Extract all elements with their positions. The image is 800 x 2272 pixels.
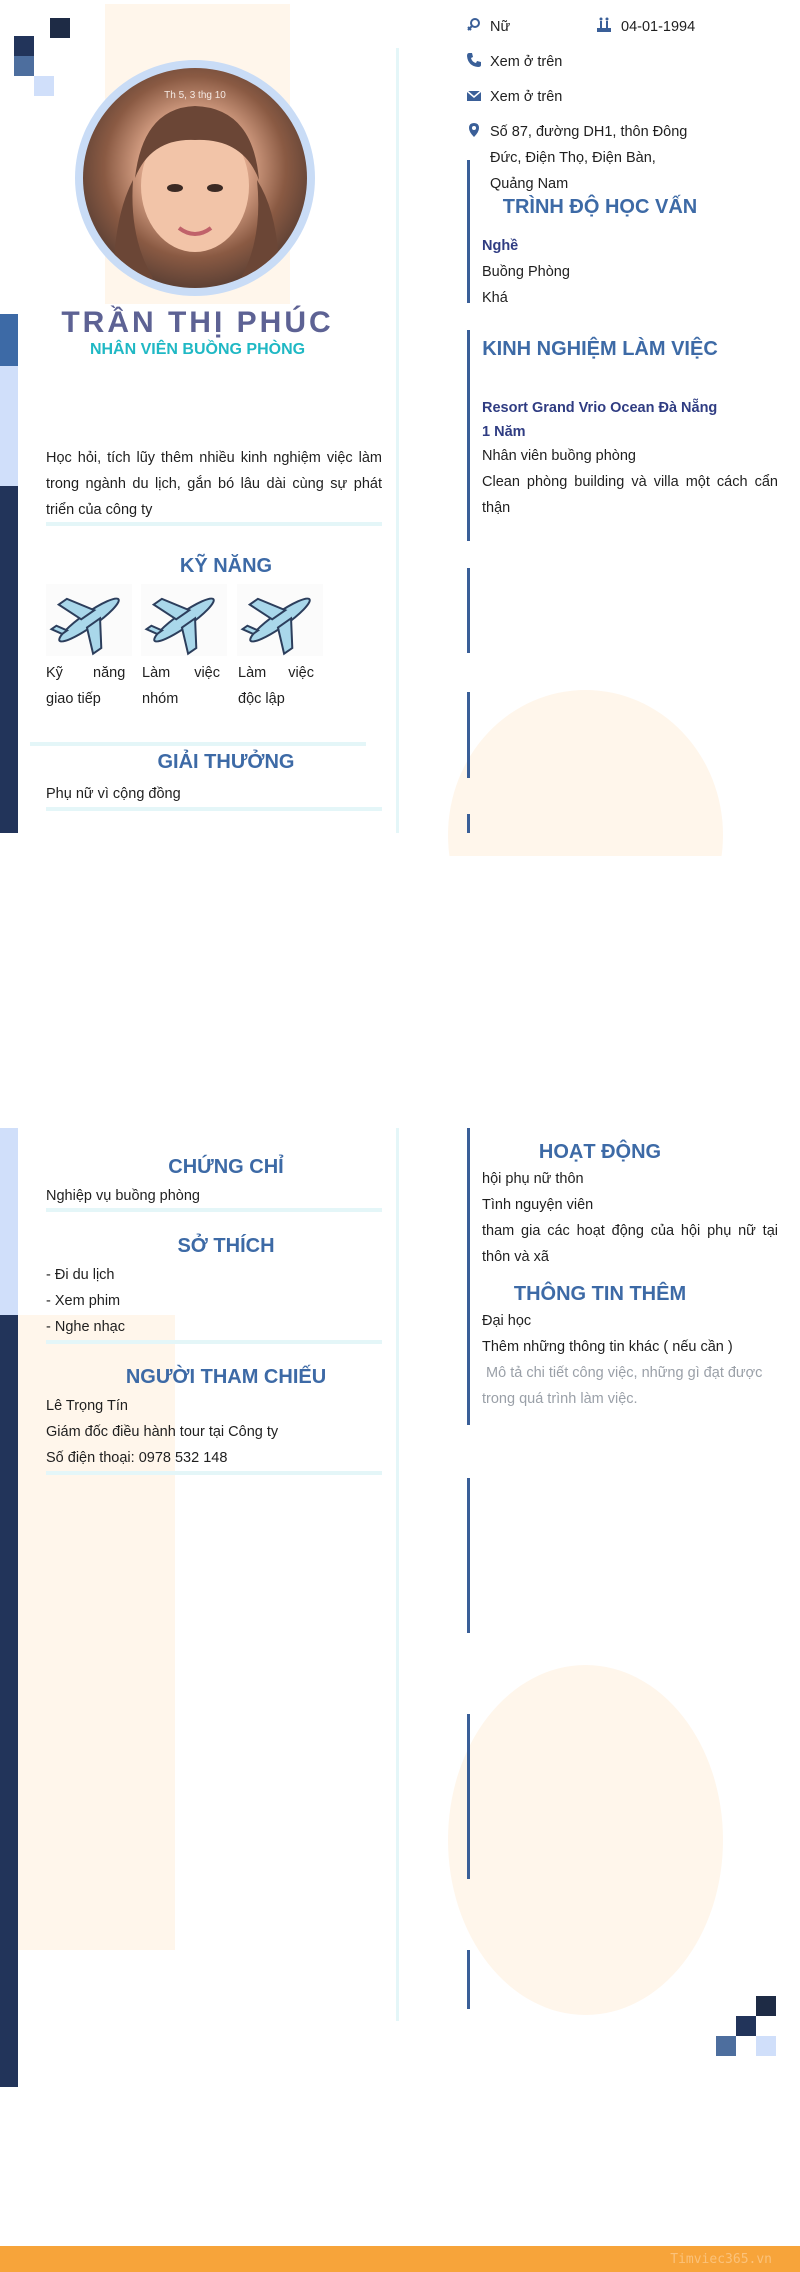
- column-divider: [396, 1128, 399, 2021]
- more-info-line: Đại học: [482, 1313, 532, 1329]
- experience-role: Nhân viên buồng phòng: [482, 448, 636, 464]
- photo-caption: Th 5, 3 thg 10: [164, 90, 226, 101]
- accent-line: [467, 1128, 470, 1425]
- corner-square: [756, 1996, 776, 2016]
- skills-title: KỸ NĂNG: [179, 555, 273, 577]
- birthday-value: 04-01-1994: [621, 19, 696, 35]
- email-icon: [466, 88, 482, 104]
- skill-icon-box: [46, 584, 132, 656]
- bar-light-bottom: [0, 1128, 18, 1318]
- activities-title: HOẠT ĐỘNG: [538, 1141, 662, 1163]
- accent-line: [467, 1714, 470, 1879]
- corner-square: [50, 18, 70, 38]
- airplane-icon: [46, 584, 132, 656]
- watermark: Timviec365.vn: [670, 2252, 772, 2267]
- skill-word: việc: [288, 665, 314, 681]
- section-separator: [46, 1471, 382, 1475]
- bar-navy-bottom: [0, 1315, 18, 2087]
- more-info-line: Thêm những thông tin khác ( nếu cần ): [482, 1339, 733, 1355]
- hobbies-title: SỞ THÍCH: [177, 1235, 275, 1257]
- section-separator: [46, 1340, 382, 1344]
- experience-company: Resort Grand Vrio Ocean Đà Nẵng: [482, 400, 718, 416]
- birthday-icon: [596, 17, 612, 33]
- cream-oval-top: [448, 690, 723, 980]
- gender-value: Nữ: [490, 19, 511, 35]
- address-line: Quảng Nam: [490, 176, 569, 192]
- accent-line: [467, 814, 470, 833]
- hobby-item: - Đi du lịch: [46, 1267, 115, 1283]
- activity-role: Tình nguyện viên: [482, 1197, 594, 1213]
- accent-line: [467, 330, 470, 541]
- hobby-item: - Xem phim: [46, 1293, 121, 1309]
- address-line: Đức, Điện Thọ, Điện Bàn,: [490, 150, 656, 166]
- skill-word: Làm: [238, 665, 267, 681]
- experience-title: KINH NGHIỆM LÀM VIỆC: [482, 338, 718, 360]
- certificates-title: CHỨNG CHỈ: [168, 1156, 284, 1178]
- education-title: TRÌNH ĐỘ HỌC VẤN: [502, 196, 698, 218]
- education-grade: Khá: [482, 290, 508, 306]
- corner-square: [736, 2016, 756, 2036]
- activity-org: hội phụ nữ thôn: [482, 1171, 584, 1187]
- bar-blue-top: [0, 314, 18, 366]
- location-icon: [466, 122, 482, 138]
- airplane-icon: [141, 584, 227, 656]
- activity-desc-line: thôn và xã: [482, 1249, 549, 1265]
- more-info-hint: Mô tả chi tiết công việc, những gì đạt được: [482, 1365, 763, 1381]
- phone-icon: [466, 52, 482, 68]
- candidate-position: NHÂN VIÊN BUỒNG PHÒNG: [89, 341, 306, 358]
- skill-word: năng: [93, 665, 126, 681]
- objective-line: trong ngành du lịch, gắn bó lâu dài cùng sự phát: [46, 476, 382, 492]
- certificates-text: Nghiệp vụ buồng phòng: [46, 1188, 200, 1204]
- address-line: Số 87, đường DH1, thôn Đông: [490, 124, 688, 140]
- skill-icon-box: [237, 584, 323, 656]
- skill-word: Làm: [142, 665, 171, 681]
- phone-value: Xem ở trên: [490, 54, 563, 70]
- avatar-photo: [83, 68, 307, 288]
- corner-square: [716, 2036, 736, 2056]
- skill-label: nhóm: [142, 691, 179, 707]
- accent-line: [467, 1478, 470, 1633]
- accent-line: [467, 1950, 470, 2009]
- avatar: [75, 60, 315, 296]
- column-divider: [396, 48, 399, 833]
- portrait-icon: [83, 68, 307, 288]
- experience-desc-line: thận: [482, 500, 511, 516]
- more-info-title: THÔNG TIN THÊM: [513, 1283, 687, 1305]
- section-separator: [46, 1208, 382, 1212]
- gender-icon: [466, 17, 482, 33]
- reference-phone: Số điện thoại: 0978 532 148: [46, 1450, 228, 1466]
- corner-square: [14, 56, 34, 76]
- bar-light-top: [0, 366, 18, 486]
- skill-icon-box: [141, 584, 227, 656]
- experience-duration: 1 Năm: [482, 424, 526, 440]
- reference-role: Giám đốc điều hành tour tại Công ty: [46, 1424, 279, 1440]
- accent-line: [467, 568, 470, 653]
- awards-text: Phụ nữ vì cộng đồng: [46, 786, 181, 802]
- corner-square: [756, 2036, 776, 2056]
- experience-desc-line: Clean phòng building và villa một cách cẩn: [482, 474, 778, 490]
- skill-label: giao tiếp: [46, 691, 101, 707]
- section-separator: [46, 522, 382, 526]
- references-title: NGƯỜI THAM CHIẾU: [125, 1366, 327, 1388]
- objective-line: Học hỏi, tích lũy thêm nhiều kinh nghiệm việc làm: [46, 450, 382, 466]
- footer-bar: [0, 2246, 800, 2272]
- section-separator: [46, 807, 382, 811]
- education-school: Nghề: [482, 238, 519, 254]
- hobby-item: - Nghe nhạc: [46, 1319, 125, 1335]
- skill-word: việc: [194, 665, 220, 681]
- objective-line: triển của công ty: [46, 502, 153, 518]
- skill-label: độc lập: [238, 691, 285, 707]
- candidate-name: TRẦN THỊ PHÚC: [61, 306, 334, 339]
- airplane-icon: [237, 584, 323, 656]
- section-separator: [30, 742, 366, 746]
- education-major: Buồng Phòng: [482, 264, 570, 280]
- reference-name: Lê Trọng Tín: [46, 1398, 128, 1414]
- accent-line: [467, 160, 470, 303]
- corner-square: [14, 36, 34, 56]
- bar-navy-top: [0, 485, 18, 833]
- cream-oval-bottom: [448, 1665, 723, 2015]
- more-info-hint: trong quá trình làm việc.: [482, 1391, 638, 1407]
- accent-line: [467, 692, 470, 778]
- skill-word: Kỹ: [46, 665, 63, 681]
- corner-square: [34, 76, 54, 96]
- email-value: Xem ở trên: [490, 89, 563, 105]
- awards-title: GIẢI THƯỞNG: [157, 751, 295, 773]
- activity-desc-line: tham gia các hoạt động của hội phụ nữ tại: [482, 1223, 778, 1239]
